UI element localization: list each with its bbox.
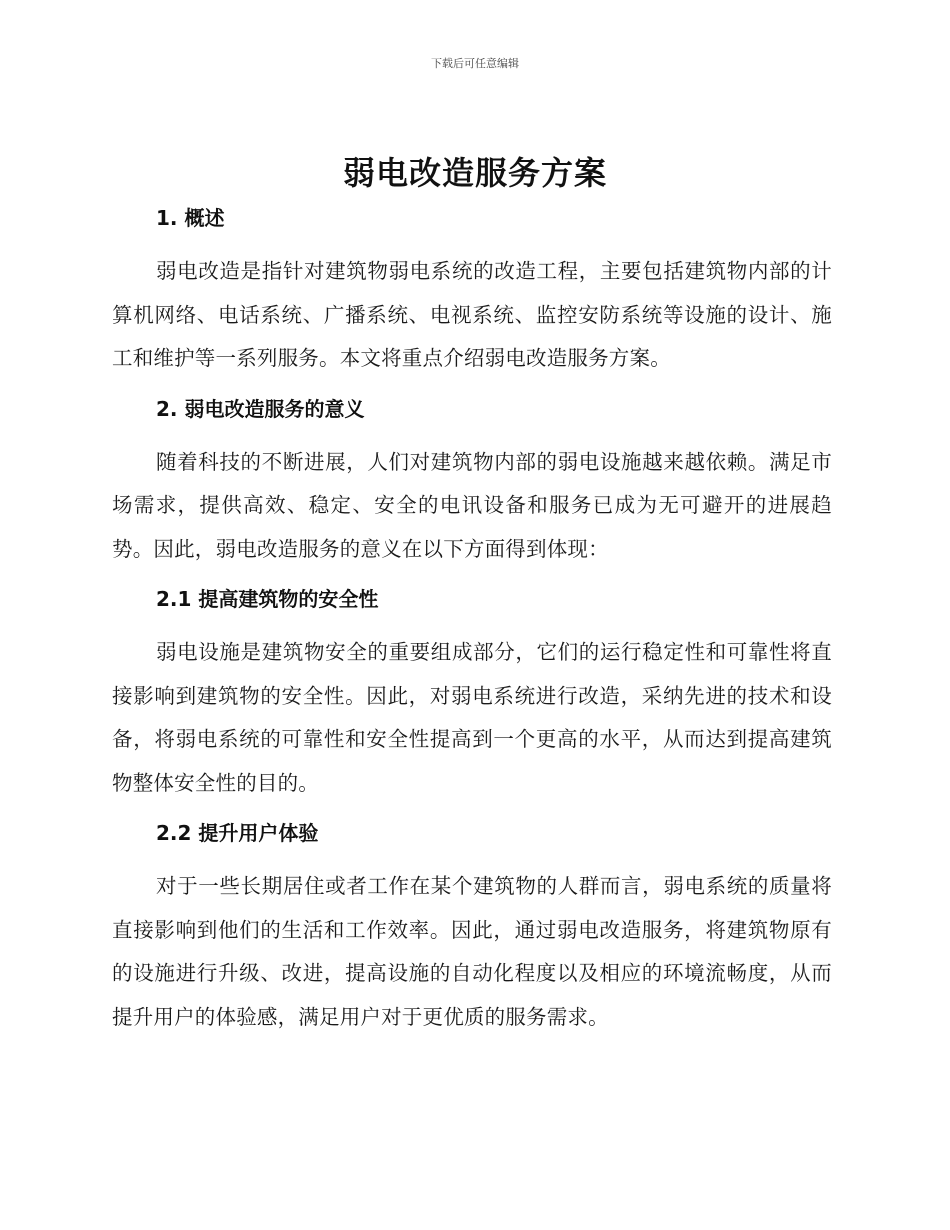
section-paragraph: 弱电设施是建筑物安全的重要组成部分，它们的运行稳定性和可靠性将直接影响到建筑物的安全性。因此，对弱电系统进行改造，采纳先进的技术和设备，将弱电系统的可靠性和安全性提高到一个更高的水平，从而达到提高建筑物整体安全性的目的。 <box>112 640 832 795</box>
section-heading: 2.1 提高建筑物的安全性 <box>156 587 379 611</box>
header-note: 下载后可任意编辑 <box>431 57 519 70</box>
section-safety <box>112 581 832 815</box>
section-overview <box>112 200 832 391</box>
section-paragraph: 弱电改造是指针对建筑物弱电系统的改造工程，主要包括建筑物内部的计算机网络、电话系统、广播系统、电视系统、监控安防系统等设施的设计、施工和维护等一系列服务。本文将重点介绍弱电改造服务方案。 <box>112 259 832 370</box>
section-heading: 2.2 提升用户体验 <box>156 821 319 845</box>
section-heading: 2. 弱电改造服务的意义 <box>156 396 365 421</box>
section-heading: 1. 概述 <box>156 206 225 230</box>
section-significance <box>112 391 832 582</box>
section-user-experience <box>112 815 832 1039</box>
document-body <box>112 200 832 1039</box>
section-paragraph: 对于一些长期居住或者工作在某个建筑物的人群而言，弱电系统的质量将直接影响到他们的生活和工作效率。因此，通过弱电改造服务，将建筑物原有的设施进行升级、改进，提高设施的自动化程度以及相应的环境流畅度，从而提升用户的体验感，满足用户对于更优质的服务需求。 <box>112 874 832 1029</box>
section-paragraph: 随着科技的不断进展，人们对建筑物内部的弱电设施越来越依赖。满足市场需求，提供高效、稳定、安全的电讯设备和服务已成为无可避开的进展趋势。因此，弱电改造服务的意义在以下方面得到体现： <box>112 449 832 561</box>
document-title: 弱电改造服务方案 <box>342 154 607 192</box>
